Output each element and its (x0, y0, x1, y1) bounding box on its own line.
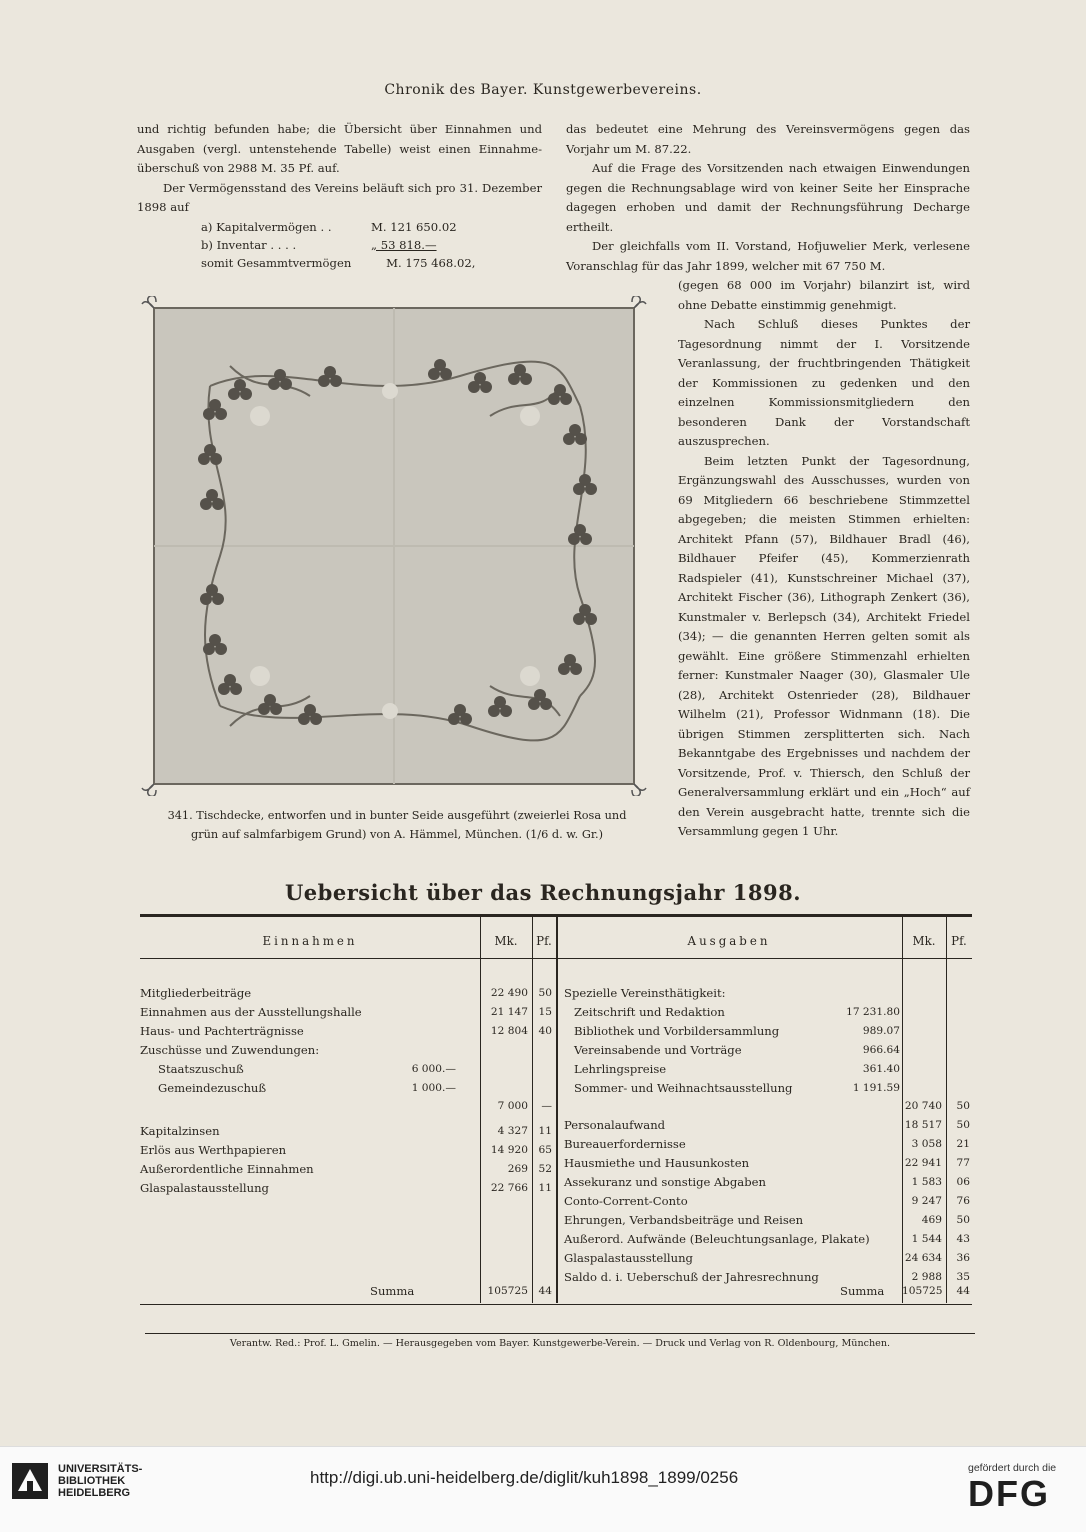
income-mk: 21 147 (490, 1005, 528, 1018)
figure-caption (137, 806, 657, 844)
income-pf: 11 (538, 1125, 552, 1138)
income-mk: 12 804 (490, 1024, 528, 1037)
income-mk: 14 920 (490, 1144, 528, 1157)
income-label: Haus- und Pachterträgnisse (140, 1023, 304, 1038)
expense-label: Assekuranz und sonstige Abgaben (564, 1175, 766, 1189)
income-pf: 50 (538, 987, 552, 999)
asset-row (137, 236, 542, 254)
paragraph: Der gleichfalls vom II. Vorstand, Hofjuwelier Merk, verlesene Voranschlag für das Jahr 1899, welcher mit 67 750 M. (566, 239, 970, 273)
dfg-wordmark: DFG (968, 1473, 1050, 1514)
expense-mk: 24 634 (904, 1251, 942, 1264)
asset-value: M. 121 650.02 (371, 219, 457, 234)
header-expenses: Ausgaben (687, 934, 771, 948)
expense-label: Lehrlingspreise (574, 1061, 667, 1076)
expense-subvalue: 1 191.59 (852, 1081, 900, 1094)
expense-pf: 36 (956, 1251, 970, 1264)
income-mk: 22 766 (490, 1182, 528, 1194)
paragraph: Der Vermögensstand des Vereins beläuft sich pro 31. Dezember 1898 auf (137, 180, 542, 214)
income-pf: 15 (538, 1005, 552, 1018)
paragraph: Auf die Frage des Vorsitzenden nach etwaigen Einwendungen gegen die Rechnungsablage wird von keiner Seite her Einsprache dagegen erhoben und damit der Rechnungsführung Decharge ertheilt. (566, 161, 970, 234)
dfg-logo (968, 1462, 1056, 1514)
text-column-left (137, 120, 542, 272)
expense-mk: 1 544 (911, 1232, 942, 1245)
expense-label: Zeitschrift und Redaktion (574, 1004, 725, 1019)
income-label: Kapitalzinsen (140, 1124, 220, 1139)
income-total-label: Summa (370, 1284, 415, 1298)
header-pf: Pf. (951, 934, 967, 948)
funded-by-text: gefördert durch die (968, 1462, 1057, 1474)
income-label: Gemeindezuschuß (158, 1080, 267, 1095)
expense-label: Ehrungen, Verbandsbeiträge und Reisen (564, 1212, 804, 1227)
expense-label: Spezielle Vereinsthätigkeit: (564, 986, 726, 1000)
library-line: UNIVERSITÄTS- (58, 1463, 143, 1475)
expense-label: Conto-Corrent-Conto (564, 1193, 688, 1208)
expense-pf: 77 (956, 1157, 970, 1170)
paragraph: das bedeutet eine Mehrung des Vereinsvermögens gegen das Vorjahr um M. 87.22. (566, 122, 970, 156)
expense-label: Saldo d. i. Ueberschuß der Jahresrechnung (564, 1269, 819, 1284)
source-url-link[interactable]: http://digi.ub.uni-heidelberg.de/diglit/kuh1898_1899/0256 (310, 1468, 739, 1487)
header-pf: Pf. (536, 934, 552, 948)
asset-label: b) Inventar . . . . (201, 237, 297, 252)
income-label: Glaspalastausstellung (140, 1181, 269, 1195)
income-pf: 52 (538, 1163, 552, 1176)
caption-line: grün auf salmfarbigem Grund) von A. Hämmel, München. (1/6 d. w. Gr.) (190, 828, 604, 841)
expense-pf: 06 (956, 1176, 970, 1188)
expense-mk: 469 (921, 1213, 942, 1226)
table-title: Uebersicht über das Rechnungsjahr 1898. (284, 880, 802, 905)
expense-label: Bibliothek und Vorbildersammlung (574, 1023, 780, 1038)
expenses-total-label: Summa (840, 1284, 885, 1298)
expense-pf: 35 (956, 1270, 970, 1283)
library-logo (10, 1461, 142, 1501)
income-total-mk: 105725 (487, 1285, 528, 1297)
expense-subvalue: 17 231.80 (846, 1005, 900, 1018)
expense-label: Bureauerfordernisse (564, 1137, 686, 1152)
digitization-banner (0, 1446, 1086, 1532)
income-label: Staatszuschuß (158, 1061, 244, 1076)
income-mk: 7 000 (497, 1100, 528, 1113)
expense-pf: 43 (956, 1232, 970, 1245)
expense-label: Hausmiethe und Hausunkosten (564, 1156, 750, 1171)
expense-pf: 21 (956, 1138, 970, 1151)
income-mk: 22 490 (490, 987, 528, 999)
expense-label: Glaspalastausstellung (564, 1250, 693, 1265)
income-mk: 269 (507, 1163, 528, 1176)
asset-total-label: somit Gesammtvermögen (201, 255, 352, 270)
asset-row (137, 218, 542, 236)
income-label: Mitgliederbeiträge (140, 986, 252, 1000)
income-label: Einnahmen aus der Ausstellungshalle (140, 1004, 362, 1019)
text-column-right (566, 120, 970, 276)
library-emblem-icon (10, 1461, 50, 1501)
asset-total-row (137, 254, 542, 272)
expense-label: Personalaufwand (564, 1118, 666, 1133)
income-label: Außerordentliche Einnahmen (140, 1162, 314, 1177)
income-label: Erlös aus Werthpapieren (140, 1143, 287, 1158)
expense-subvalue: 966.64 (862, 1043, 900, 1056)
expense-pf: 50 (956, 1213, 970, 1226)
tablecloth-image (140, 296, 648, 796)
income-pf: 40 (538, 1024, 552, 1037)
caption-line: 341. Tischdecke, entworfen und in bunter Seide ausgeführt (zweierlei Rosa und (167, 809, 627, 822)
income-pf: — (541, 1100, 552, 1113)
header-income: Einnahmen (262, 934, 358, 948)
library-line: BIBLIOTHEK (58, 1475, 126, 1487)
library-line: HEIDELBERG (58, 1487, 131, 1499)
expense-label: Vereinsabende und Vorträge (574, 1042, 742, 1057)
expense-pf: 50 (956, 1119, 970, 1132)
paragraph: (gegen 68 000 im Vorjahr) bilanzirt ist, wird ohne Debatte einstimmig genehmigt. (678, 278, 970, 312)
asset-total-value: M. 175 468.02, (386, 255, 476, 270)
library-name (58, 1463, 142, 1499)
expense-mk: 2 988 (911, 1270, 942, 1283)
expense-subvalue: 361.40 (862, 1062, 900, 1075)
accounts-table (140, 914, 972, 1304)
text-column-narrow (678, 276, 970, 842)
asset-label: a) Kapitalvermögen . . (201, 219, 332, 234)
income-subvalue: 1 000.— (411, 1081, 456, 1094)
expenses-total-mk: 105725 (902, 1285, 943, 1297)
expense-mk: 9 247 (911, 1194, 942, 1207)
expense-pf: 76 (956, 1194, 970, 1207)
income-pf: 11 (538, 1182, 552, 1194)
imprint-footer: Verantw. Red.: Prof. L. Gmelin. — Herausgegeben vom Bayer. Kunstgewerbe-Verein. — Druck und Verlag von R. Oldenbourg, München. (145, 1333, 975, 1349)
expense-mk: 18 517 (904, 1119, 942, 1132)
expense-pf: 50 (956, 1100, 970, 1113)
table-rule (140, 1304, 972, 1305)
income-mk: 4 327 (497, 1125, 528, 1138)
expense-mk: 20 740 (904, 1100, 942, 1113)
income-total-pf: 44 (538, 1285, 552, 1297)
header-mk: Mk. (494, 934, 518, 948)
income-label: Zuschüsse und Zuwendungen: (140, 1042, 320, 1057)
income-subvalue: 6 000.— (411, 1062, 456, 1075)
expense-label: Außerord. Aufwände (Beleuchtungsanlage, Plakate) (564, 1231, 870, 1246)
paragraph: und richtig befunden habe; die Übersicht über Einnahmen und Ausgaben (vergl. untenstehende Tabelle) weist einen Einnahme-überschuß von 2988 M. 35 Pf. auf. (137, 122, 542, 175)
expense-label: Sommer- und Weihnachtsausstellung (574, 1080, 793, 1095)
expense-mk: 3 058 (911, 1138, 942, 1151)
expense-rows (556, 984, 972, 1284)
tablecloth-figure (140, 296, 648, 796)
expense-subvalue: 989.07 (862, 1024, 900, 1037)
income-pf: 65 (538, 1144, 552, 1157)
expenses-total-pf: 44 (956, 1285, 970, 1297)
running-title: Chronik des Bayer. Kunstgewerbevereins. (384, 82, 702, 98)
asset-value: „ 53 818.— (371, 237, 437, 252)
income-rows (140, 984, 556, 1284)
expense-mk: 1 583 (911, 1176, 942, 1188)
paragraph: Nach Schluß dieses Punktes der Tagesordnung nimmt der I. Vorsitzende Veranlassung, der fruchtbringenden Thätigkeit der Kommissionen zu gedenken und den einzelnen Kommissionsmitgliedern den besonderen Dank der Vorstandschaft auszusprechen. (678, 317, 970, 448)
paragraph: Beim letzten Punkt der Tagesordnung, Ergänzungswahl des Ausschusses, wurden von 69 Mitgliedern 66 beschriebene Stimmzettel abgegeben; die meisten Stimmen erhielten: Architekt Pfann (57), Bildhauer Bradl (46), Bildhauer Pfeifer (45), Kommerzienrath Radspieler (41), Kunstschreiner Michael (37), Architekt Fischer (36), Lithograph Zenkert (36), Kunstmaler v. Berlepsch (34), Architekt Friedel (34); — die genannten Herren gelten somit als gewählt. Eine größere Stimmenzahl erhielten ferner: Kunstmaler Naager (30), Glasmaler Ule (28), Architekt Ostenrieder (28), Bildhauer Wilhelm (21), Professor Widnmann (18). Die übrigen Stimmen zersplitterten sich. Nach Bekanntgabe des Ergebnisses und nachdem der Vorsitzende, Prof. v. Thiersch, den Schluß der Generalversammlung erklärt und ein „Hoch“ auf den Verein ausgebracht hatte, trennte sich die Versammlung gegen 1 Uhr. (678, 453, 970, 838)
header-mk: Mk. (912, 934, 936, 948)
expense-mk: 22 941 (904, 1157, 942, 1170)
